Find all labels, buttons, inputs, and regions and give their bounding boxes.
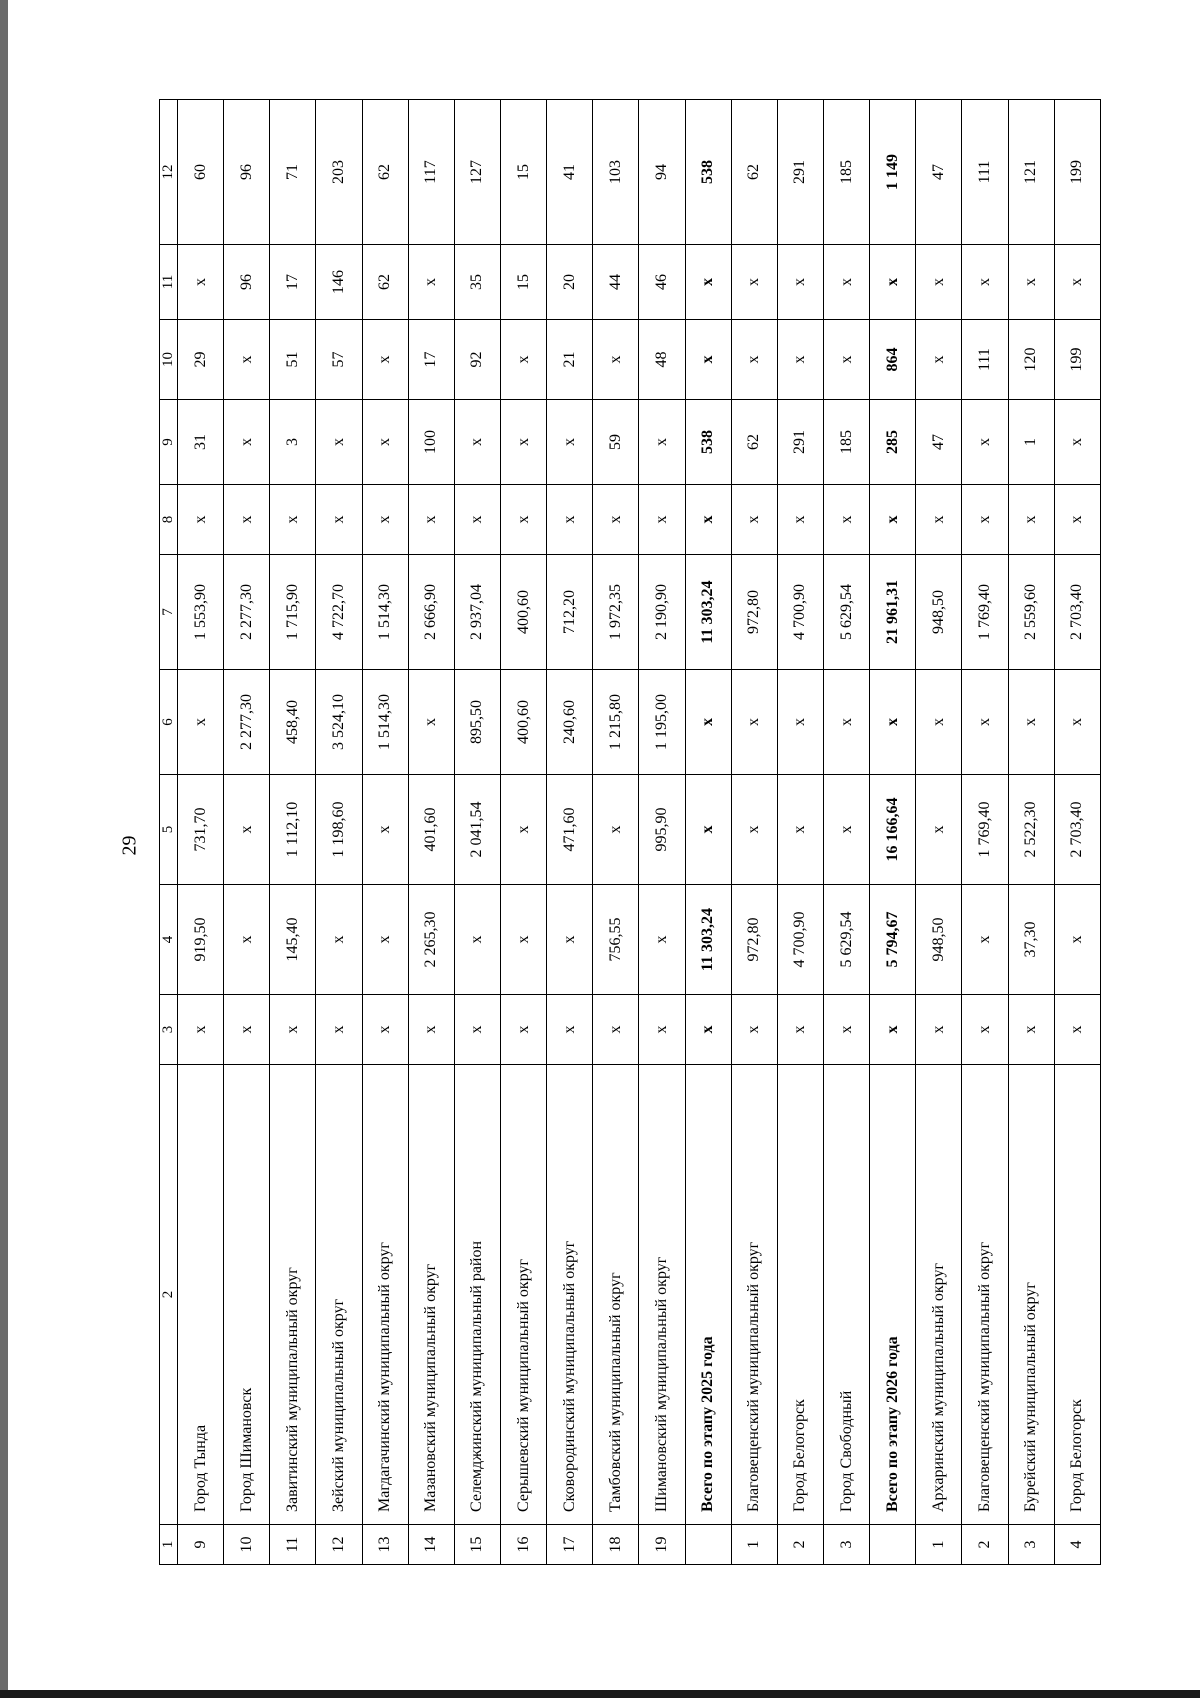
- table-cell: x: [1054, 245, 1100, 320]
- column-header-11: 11: [160, 245, 178, 320]
- table-cell: 3: [823, 1525, 869, 1565]
- table-cell: x: [685, 995, 731, 1065]
- table-cell: 919,50: [178, 885, 224, 995]
- table-cell: x: [224, 995, 270, 1065]
- total-row: [870, 100, 916, 1565]
- row-name-cell: Благовещенский муниципальный округ: [962, 1065, 1008, 1525]
- table-cell: 2 559,60: [1008, 555, 1054, 670]
- column-header-6: 6: [160, 670, 178, 775]
- table-cell: x: [731, 320, 777, 400]
- table-cell: x: [962, 670, 1008, 775]
- table-cell: 10: [224, 1525, 270, 1565]
- table-row: [639, 100, 685, 1565]
- table-cell: x: [1008, 485, 1054, 555]
- row-name-cell: Серышевский муниципальный округ: [500, 1065, 546, 1525]
- table-cell: x: [1008, 245, 1054, 320]
- table-cell: 15: [454, 1525, 500, 1565]
- table-cell: x: [1008, 995, 1054, 1065]
- table-cell: 47: [916, 400, 962, 485]
- table-cell: x: [547, 995, 593, 1065]
- table-cell: 972,80: [731, 885, 777, 995]
- table-cell: 18: [593, 1525, 639, 1565]
- table-cell: x: [408, 245, 454, 320]
- table-cell: 471,60: [547, 775, 593, 885]
- table-cell: x: [962, 995, 1008, 1065]
- table-row: [547, 100, 593, 1565]
- table-cell: x: [362, 320, 408, 400]
- table-cell: x: [547, 400, 593, 485]
- table-cell: x: [731, 995, 777, 1065]
- table-cell: 185: [823, 400, 869, 485]
- table-cell: 17: [408, 320, 454, 400]
- row-name-cell: Шимановский муниципальный округ: [639, 1065, 685, 1525]
- table-cell: x: [362, 485, 408, 555]
- table-cell: 538: [685, 400, 731, 485]
- table-cell: 2 937,04: [454, 555, 500, 670]
- table-cell: x: [224, 485, 270, 555]
- table-cell: x: [731, 775, 777, 885]
- table-cell: 4 700,90: [777, 885, 823, 995]
- table-cell: 3: [1008, 1525, 1054, 1565]
- table-cell: 203: [316, 100, 362, 245]
- table-cell: 94: [639, 100, 685, 245]
- table-row: [777, 100, 823, 1565]
- table-cell: x: [1054, 670, 1100, 775]
- table-cell: x: [178, 995, 224, 1065]
- data-table: [159, 99, 1101, 1565]
- table-cell: 11 303,24: [685, 885, 731, 995]
- table-cell: 731,70: [178, 775, 224, 885]
- table-cell: x: [777, 670, 823, 775]
- table-cell: 864: [870, 320, 916, 400]
- table-cell: x: [593, 485, 639, 555]
- table-cell: 291: [777, 400, 823, 485]
- table-cell: 21: [547, 320, 593, 400]
- row-name-cell: Бурейский муниципальный округ: [1008, 1065, 1054, 1525]
- table-cell: x: [316, 885, 362, 995]
- table-cell: 100: [408, 400, 454, 485]
- table-cell: 11: [270, 1525, 316, 1565]
- table-cell: 35: [454, 245, 500, 320]
- table-cell: x: [823, 995, 869, 1065]
- row-name-cell: Город Шимановск: [224, 1065, 270, 1525]
- table-cell: 291: [777, 100, 823, 245]
- table-row: [408, 100, 454, 1565]
- table-cell: x: [500, 885, 546, 995]
- row-name-cell: Город Белогорск: [1054, 1065, 1100, 1525]
- table-cell: x: [500, 775, 546, 885]
- row-name-cell: Всего по этапу 2025 года: [685, 1065, 731, 1525]
- table-cell: x: [500, 400, 546, 485]
- table-cell: 92: [454, 320, 500, 400]
- table-cell: 46: [639, 245, 685, 320]
- table-cell: x: [731, 670, 777, 775]
- table-cell: x: [685, 775, 731, 885]
- table-cell: x: [362, 400, 408, 485]
- table-cell: x: [823, 485, 869, 555]
- table-cell: x: [224, 400, 270, 485]
- row-name-cell: Город Белогорск: [777, 1065, 823, 1525]
- table-cell: 62: [731, 100, 777, 245]
- row-name-cell: Завитинский муниципальный округ: [270, 1065, 316, 1525]
- table-cell: 111: [962, 320, 1008, 400]
- table-cell: x: [362, 885, 408, 995]
- table-cell: x: [731, 485, 777, 555]
- table-cell: x: [178, 485, 224, 555]
- table-cell: 895,50: [454, 670, 500, 775]
- table-cell: 1 514,30: [362, 670, 408, 775]
- scan-bottom-edge: [0, 1690, 1200, 1698]
- table-cell: 16 166,64: [870, 775, 916, 885]
- table-cell: x: [823, 320, 869, 400]
- column-header-1: 1: [160, 1525, 178, 1565]
- table-cell: 13: [362, 1525, 408, 1565]
- row-name-cell: Всего по этапу 2026 года: [870, 1065, 916, 1525]
- table-cell: x: [685, 320, 731, 400]
- table-cell: 199: [1054, 100, 1100, 245]
- table-cell: 29: [178, 320, 224, 400]
- table-cell: x: [823, 775, 869, 885]
- table-cell: 2 265,30: [408, 885, 454, 995]
- table-cell: [870, 1525, 916, 1565]
- table-cell: x: [454, 485, 500, 555]
- table-cell: 2: [777, 1525, 823, 1565]
- table-cell: 756,55: [593, 885, 639, 995]
- table-cell: 19: [639, 1525, 685, 1565]
- table-cell: 1 195,00: [639, 670, 685, 775]
- table-cell: 14: [408, 1525, 454, 1565]
- table-cell: 37,30: [1008, 885, 1054, 995]
- row-name-cell: Магдагачинский муниципальный округ: [362, 1065, 408, 1525]
- table-cell: x: [224, 775, 270, 885]
- table-cell: x: [1054, 400, 1100, 485]
- table-cell: 5 794,67: [870, 885, 916, 995]
- row-name-cell: Мазановский муниципальный округ: [408, 1065, 454, 1525]
- table-cell: x: [685, 245, 731, 320]
- table-cell: 3 524,10: [316, 670, 362, 775]
- table-row: [224, 100, 270, 1565]
- table-cell: x: [639, 485, 685, 555]
- table-cell: 948,50: [916, 885, 962, 995]
- column-header-8: 8: [160, 485, 178, 555]
- table-cell: 103: [593, 100, 639, 245]
- table-cell: 1 215,80: [593, 670, 639, 775]
- page-number: 29: [118, 835, 141, 856]
- table-row: [916, 100, 962, 1565]
- row-name-cell: Сковородинский муниципальный округ: [547, 1065, 593, 1525]
- table-cell: x: [362, 995, 408, 1065]
- header-row: [160, 100, 178, 1565]
- table-row: [731, 100, 777, 1565]
- column-header-10: 10: [160, 320, 178, 400]
- table-cell: x: [316, 485, 362, 555]
- row-name-cell: Город Тында: [178, 1065, 224, 1525]
- table-cell: x: [454, 400, 500, 485]
- table-cell: 712,20: [547, 555, 593, 670]
- table-cell: 2 703,40: [1054, 775, 1100, 885]
- total-row: [685, 100, 731, 1565]
- table-cell: x: [870, 245, 916, 320]
- table-cell: x: [870, 995, 916, 1065]
- table-cell: 400,60: [500, 670, 546, 775]
- table-cell: 62: [731, 400, 777, 485]
- table-cell: 111: [962, 100, 1008, 245]
- table-row: [316, 100, 362, 1565]
- table-cell: 96: [224, 245, 270, 320]
- table-row: [270, 100, 316, 1565]
- table-cell: x: [178, 245, 224, 320]
- table-cell: 972,80: [731, 555, 777, 670]
- table-cell: x: [500, 995, 546, 1065]
- table-cell: x: [870, 670, 916, 775]
- table-cell: x: [823, 670, 869, 775]
- column-header-7: 7: [160, 555, 178, 670]
- table-cell: 57: [316, 320, 362, 400]
- table-cell: 4: [1054, 1525, 1100, 1565]
- table-cell: 538: [685, 100, 731, 245]
- table-cell: x: [1054, 995, 1100, 1065]
- table-cell: 48: [639, 320, 685, 400]
- table-cell: 44: [593, 245, 639, 320]
- table-cell: 47: [916, 100, 962, 245]
- column-header-12: 12: [160, 100, 178, 245]
- table-cell: x: [916, 485, 962, 555]
- table-cell: 12: [316, 1525, 362, 1565]
- table-cell: 16: [500, 1525, 546, 1565]
- table-cell: 96: [224, 100, 270, 245]
- table-cell: x: [777, 485, 823, 555]
- table-cell: 185: [823, 100, 869, 245]
- table-cell: x: [870, 485, 916, 555]
- table-cell: 400,60: [500, 555, 546, 670]
- table-cell: 2 041,54: [454, 775, 500, 885]
- table-cell: 948,50: [916, 555, 962, 670]
- table-cell: 20: [547, 245, 593, 320]
- table-cell: x: [547, 485, 593, 555]
- table-cell: 2 666,90: [408, 555, 454, 670]
- column-header-4: 4: [160, 885, 178, 995]
- table-cell: x: [224, 320, 270, 400]
- table-cell: 127: [454, 100, 500, 245]
- column-header-2: 2: [160, 1065, 178, 1525]
- table-cell: x: [408, 670, 454, 775]
- table-row: [823, 100, 869, 1565]
- table-cell: x: [916, 245, 962, 320]
- table-cell: x: [270, 995, 316, 1065]
- table-cell: 15: [500, 245, 546, 320]
- table-cell: x: [547, 885, 593, 995]
- table-cell: x: [408, 485, 454, 555]
- table-cell: x: [224, 885, 270, 995]
- table-cell: 4 722,70: [316, 555, 362, 670]
- table-row: [178, 100, 224, 1565]
- table-cell: 1 198,60: [316, 775, 362, 885]
- table-cell: x: [316, 995, 362, 1065]
- table-row: [362, 100, 408, 1565]
- table-cell: x: [777, 245, 823, 320]
- column-header-3: 3: [160, 995, 178, 1065]
- data-table-rotated: [159, 100, 1101, 1565]
- table-cell: 199: [1054, 320, 1100, 400]
- table-cell: x: [454, 995, 500, 1065]
- table-cell: 2 277,30: [224, 555, 270, 670]
- table-cell: x: [362, 775, 408, 885]
- table-cell: 145,40: [270, 885, 316, 995]
- table-cell: x: [823, 245, 869, 320]
- table-cell: 11 303,24: [685, 555, 731, 670]
- table-cell: 5 629,54: [823, 885, 869, 995]
- table-row: [962, 100, 1008, 1565]
- table-cell: x: [639, 995, 685, 1065]
- table-cell: 17: [547, 1525, 593, 1565]
- table-cell: 240,60: [547, 670, 593, 775]
- table-cell: x: [777, 775, 823, 885]
- table-cell: 117: [408, 100, 454, 245]
- table-cell: 4 700,90: [777, 555, 823, 670]
- table-cell: 17: [270, 245, 316, 320]
- table-cell: x: [962, 485, 1008, 555]
- table-cell: 71: [270, 100, 316, 245]
- table-cell: 1 112,10: [270, 775, 316, 885]
- table-cell: 62: [362, 100, 408, 245]
- table-cell: x: [593, 775, 639, 885]
- table-cell: x: [500, 485, 546, 555]
- table-cell: 401,60: [408, 775, 454, 885]
- table-cell: 1 715,90: [270, 555, 316, 670]
- table-cell: 2: [962, 1525, 1008, 1565]
- table-cell: x: [408, 995, 454, 1065]
- table-cell: 51: [270, 320, 316, 400]
- table-cell: 1 553,90: [178, 555, 224, 670]
- table-cell: x: [178, 670, 224, 775]
- table-cell: x: [1054, 885, 1100, 995]
- table-cell: 1: [1008, 400, 1054, 485]
- table-cell: 1: [731, 1525, 777, 1565]
- table-row: [454, 100, 500, 1565]
- table-cell: 1 769,40: [962, 775, 1008, 885]
- table-cell: 121: [1008, 100, 1054, 245]
- table-cell: x: [593, 320, 639, 400]
- table-row: [500, 100, 546, 1565]
- table-cell: x: [685, 670, 731, 775]
- table-cell: x: [639, 400, 685, 485]
- row-name-cell: Архаринский муниципальный округ: [916, 1065, 962, 1525]
- table-cell: 15: [500, 100, 546, 245]
- table-cell: x: [316, 400, 362, 485]
- table-cell: x: [1008, 670, 1054, 775]
- table-cell: x: [962, 885, 1008, 995]
- table-cell: x: [962, 400, 1008, 485]
- table-cell: 1 149: [870, 100, 916, 245]
- table-body: [178, 100, 1101, 1565]
- table-cell: 60: [178, 100, 224, 245]
- table-cell: 62: [362, 245, 408, 320]
- table-cell: 3: [270, 400, 316, 485]
- table-cell: 9: [178, 1525, 224, 1565]
- scan-left-edge: [0, 0, 8, 1698]
- table-cell: x: [777, 995, 823, 1065]
- row-name-cell: Селемджинский муниципальный район: [454, 1065, 500, 1525]
- table-cell: 458,40: [270, 670, 316, 775]
- table-cell: 41: [547, 100, 593, 245]
- row-name-cell: Город Свободный: [823, 1065, 869, 1525]
- table-cell: 1 514,30: [362, 555, 408, 670]
- row-name-cell: Благовещенский муниципальный округ: [731, 1065, 777, 1525]
- table-cell: 59: [593, 400, 639, 485]
- table-cell: 2 277,30: [224, 670, 270, 775]
- table-cell: 2 190,90: [639, 555, 685, 670]
- table-cell: x: [454, 885, 500, 995]
- column-header-9: 9: [160, 400, 178, 485]
- table-cell: x: [916, 995, 962, 1065]
- table-cell: 31: [178, 400, 224, 485]
- table-cell: 2 703,40: [1054, 555, 1100, 670]
- table-cell: 1: [916, 1525, 962, 1565]
- table-cell: x: [685, 485, 731, 555]
- table-cell: x: [777, 320, 823, 400]
- table-cell: 2 522,30: [1008, 775, 1054, 885]
- table-cell: x: [270, 485, 316, 555]
- column-header-5: 5: [160, 775, 178, 885]
- row-name-cell: Зейский муниципальный округ: [316, 1065, 362, 1525]
- table-cell: x: [916, 670, 962, 775]
- table-cell: 21 961,31: [870, 555, 916, 670]
- table-cell: x: [500, 320, 546, 400]
- table-cell: 146: [316, 245, 362, 320]
- row-name-cell: Тамбовский муниципальный округ: [593, 1065, 639, 1525]
- table-row: [1008, 100, 1054, 1565]
- table-cell: x: [1054, 485, 1100, 555]
- table-cell: [685, 1525, 731, 1565]
- table-cell: x: [916, 775, 962, 885]
- table-row: [1054, 100, 1100, 1565]
- table-cell: 5 629,54: [823, 555, 869, 670]
- table-cell: 1 972,35: [593, 555, 639, 670]
- table-cell: 995,90: [639, 775, 685, 885]
- table-cell: 1 769,40: [962, 555, 1008, 670]
- table-cell: x: [962, 245, 1008, 320]
- table-cell: x: [639, 885, 685, 995]
- table-cell: 285: [870, 400, 916, 485]
- table-row: [593, 100, 639, 1565]
- table-cell: x: [916, 320, 962, 400]
- table-cell: x: [593, 995, 639, 1065]
- table-cell: x: [731, 245, 777, 320]
- table-cell: 120: [1008, 320, 1054, 400]
